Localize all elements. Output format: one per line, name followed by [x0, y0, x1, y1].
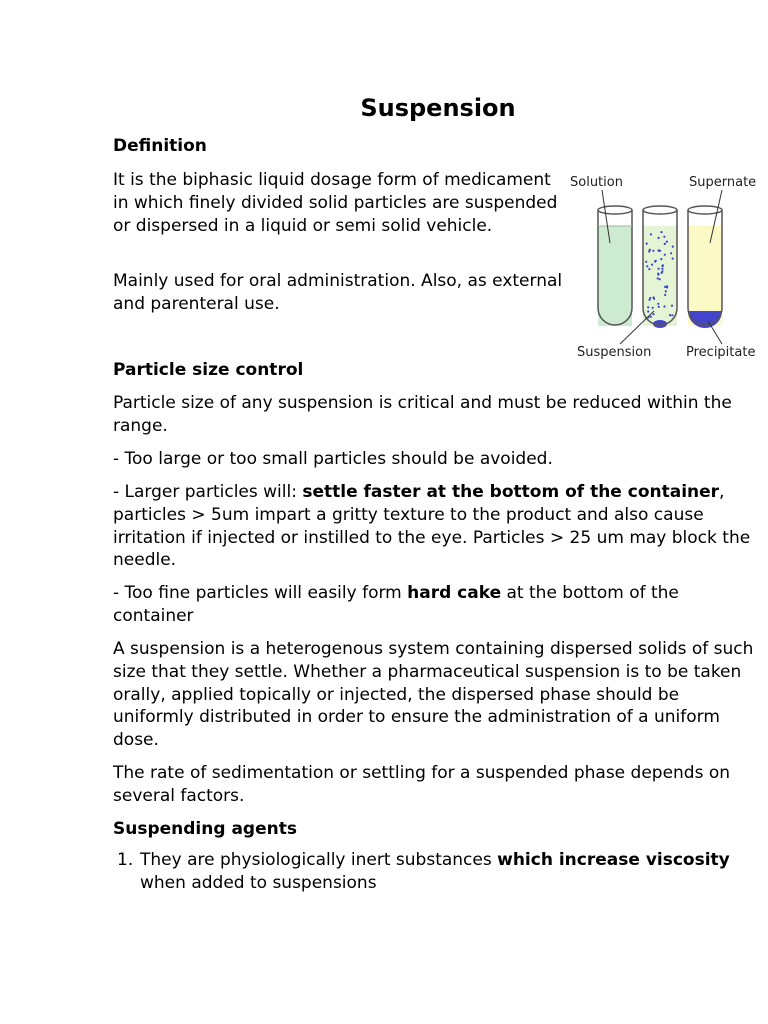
definition-paragraph-1: It is the biphasic liquid dosage form of medicament in which finely divided solid particles are suspended or dispersed in a liquid or semi solid vehicle. — [113, 170, 558, 236]
suspension-particle — [671, 314, 673, 316]
suspension-particle — [661, 270, 663, 272]
suspension-particle — [647, 306, 649, 308]
page-title: Suspension — [360, 94, 516, 122]
suspension-particle — [648, 268, 650, 270]
suspension-particle — [666, 285, 668, 287]
suspension-particle — [672, 258, 674, 260]
particle-size-paragraph-1: Particle size of any suspension is critical and must be reduced within the range. — [113, 393, 732, 436]
para4-bold: hard cake — [407, 583, 502, 603]
particle-size-paragraph-2: - Too large or too small particles should be avoided. — [113, 449, 553, 469]
suspension-particle — [647, 310, 649, 312]
solution-liquid — [598, 226, 632, 326]
list-item — [113, 849, 763, 895]
supernate-tube — [688, 206, 722, 328]
suspension-tube — [643, 206, 677, 328]
definition-paragraph-2: Mainly used for oral administration. Also, as external and parenteral use. — [113, 271, 563, 314]
suspension-particle — [663, 236, 665, 238]
suspension-particle — [664, 254, 666, 256]
definition-heading: Definition — [113, 136, 207, 156]
suspending-agents-heading: Suspending agents — [113, 819, 297, 839]
suspension-particle — [652, 313, 654, 315]
suspension-particle — [664, 243, 666, 245]
para3-rest: , particles > 5um impart a gritty texture to the product and also cause irritation if injected or instilled to the eye. Particles > 25 um may block the needle. — [113, 482, 751, 571]
suspension-particle — [660, 258, 662, 260]
suspension-particle — [658, 250, 660, 252]
suspension-particle — [646, 243, 648, 245]
suspension-particle — [654, 260, 656, 262]
suspension-particle — [646, 265, 648, 267]
para4-prefix: - Too fine particles will easily form — [113, 583, 408, 603]
suspension-particle — [652, 307, 654, 309]
suspension-particle — [645, 261, 647, 263]
label-supernate: Supernate — [689, 175, 757, 190]
list-item-prefix: They are physiologically inert substances — [140, 850, 498, 870]
suspension-particle — [650, 233, 652, 235]
suspension-particle — [666, 241, 668, 243]
particle-size-paragraph-6: The rate of sedimentation or settling for a suspended phase depends on several factors. — [113, 763, 731, 806]
suspension-particle — [660, 231, 662, 233]
solution-tube — [598, 206, 632, 326]
suspension-particle — [658, 306, 660, 308]
suspension-particle — [669, 314, 671, 316]
suspension-particle — [664, 294, 666, 296]
suspension-particle — [657, 273, 659, 275]
label-solution: Solution — [570, 175, 623, 190]
label-precipitate: Precipitate — [686, 345, 756, 360]
suspension-particle — [657, 277, 659, 279]
particle-size-paragraph-5: A suspension is a heterogenous system containing dispersed solids of such size that they settle. Whether a pharmaceutical suspension is to be taken orally, applied topically or injected, the dispersed phase should be uniformly distributed in order to ensure the administration of a uniform dose. — [113, 639, 754, 751]
suspension-particle — [650, 316, 652, 318]
suspension-particle — [670, 252, 672, 254]
label-suspension: Suspension — [577, 345, 652, 360]
suspension-particle — [648, 299, 650, 301]
suspension-particle — [663, 305, 665, 307]
list-item-rest: when added to suspensions — [140, 872, 377, 893]
suspension-particle — [651, 264, 653, 266]
suspension-particle — [658, 237, 660, 239]
suspension-particle — [665, 290, 667, 292]
para4-rest: at the bottom of the container — [113, 583, 679, 626]
suspension-particle — [662, 264, 664, 266]
suspension-particle — [649, 249, 651, 251]
suspension-particle — [657, 303, 659, 305]
suspension-particle — [658, 268, 660, 270]
suspending-agents-list — [113, 849, 763, 895]
test-tubes-diagram — [562, 168, 766, 368]
list-item-bold: which increase viscosity — [497, 850, 730, 870]
para3-prefix: - Larger particles will: — [113, 482, 303, 502]
particle-size-paragraph-4 — [113, 582, 763, 628]
suspension-particle — [659, 278, 661, 280]
para3-bold: settle faster at the bottom of the container — [302, 482, 720, 502]
suspension-particle — [671, 305, 673, 307]
particle-size-heading: Particle size control — [113, 360, 304, 380]
suspension-particle — [652, 250, 654, 252]
suspension-particle — [672, 246, 674, 248]
list-item-number: 1. — [117, 850, 134, 870]
suspension-particle — [653, 296, 655, 298]
suspension-particle — [661, 268, 663, 270]
particle-size-paragraph-3 — [113, 481, 763, 572]
